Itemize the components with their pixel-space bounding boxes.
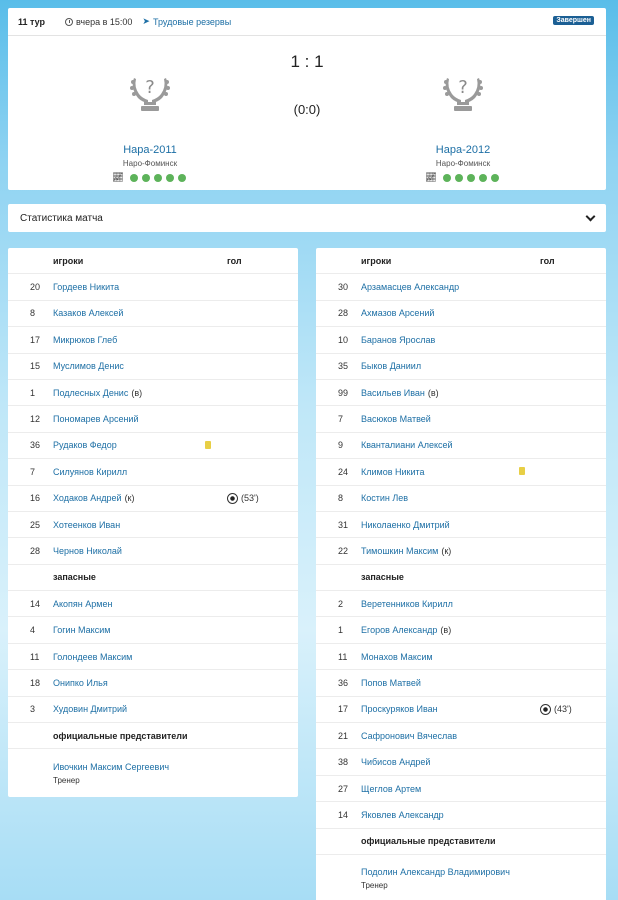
player-row[interactable] — [8, 327, 298, 353]
player-row[interactable] — [316, 697, 606, 723]
away-lineup — [316, 248, 606, 900]
player-name-link[interactable]: Силуянов Кирилл — [53, 466, 128, 477]
player-name-link[interactable]: Николаенко Дмитрий — [361, 519, 450, 530]
player-number: 4 — [30, 625, 36, 636]
player-number: 27 — [338, 783, 349, 794]
player-number: 17 — [338, 704, 349, 715]
yellow-card-icon — [519, 467, 525, 475]
player-name-link[interactable]: Монахов Максим — [361, 651, 433, 662]
players-column-header: игроки — [361, 255, 392, 266]
player-name-link[interactable]: Подлесных Денис — [53, 387, 129, 398]
player-number: 30 — [338, 282, 349, 293]
player-name-link[interactable]: Яковлев Александр — [361, 809, 444, 820]
player-row[interactable] — [8, 406, 298, 432]
lineup-header — [316, 248, 606, 274]
lineup-header — [8, 248, 298, 274]
player-number: 22 — [338, 545, 349, 556]
match-stats-label: Статистика матча — [20, 212, 103, 224]
player-name-link[interactable]: Тимошкин Максим — [361, 545, 439, 556]
player-name-link[interactable]: Ахмазов Арсений — [361, 308, 435, 319]
player-row[interactable] — [8, 274, 298, 300]
player-number: 14 — [30, 598, 41, 609]
player-row[interactable] — [316, 538, 606, 564]
goal-column-header: гол — [227, 255, 242, 266]
player-name-link[interactable]: Микрюков Глеб — [53, 334, 118, 345]
match-stats-toggle[interactable] — [8, 204, 606, 232]
form-dot — [491, 174, 499, 182]
soccer-ball-icon — [227, 493, 238, 504]
player-role: (к) — [124, 493, 135, 504]
player-row[interactable] — [8, 617, 298, 643]
player-row[interactable] — [316, 749, 606, 775]
away-team-name[interactable]: Нара-2012 — [435, 144, 491, 156]
player-row[interactable] — [8, 512, 298, 538]
player-row[interactable] — [316, 723, 606, 749]
player-number: 20 — [30, 282, 41, 293]
goal-event — [227, 493, 259, 504]
player-name-link[interactable]: Худовин Дмитрий — [53, 704, 128, 715]
player-number: 31 — [338, 519, 349, 530]
player-row[interactable] — [316, 459, 606, 485]
player-role: (к) — [441, 545, 452, 556]
home-team-name[interactable]: Нара-2011 — [123, 144, 177, 156]
player-row[interactable] — [8, 644, 298, 670]
player-name-link[interactable]: Васюков Матвей — [361, 414, 431, 425]
player-row[interactable] — [316, 354, 606, 380]
home-team-city: Наро-Фоминск — [122, 159, 178, 168]
player-row[interactable] — [316, 433, 606, 459]
player-number: 8 — [338, 493, 344, 504]
form-dot — [166, 174, 174, 182]
form-dot — [443, 174, 451, 182]
player-row[interactable] — [316, 617, 606, 643]
player-number: 7 — [338, 414, 344, 425]
player-row[interactable] — [316, 301, 606, 327]
player-name-link[interactable]: Сафронович Вячеслав — [361, 730, 458, 741]
match-time-text: вчера в 15:00 — [76, 16, 133, 27]
player-number: 10 — [338, 334, 349, 345]
player-number: 35 — [338, 361, 349, 372]
form-dot — [154, 174, 162, 182]
player-name-link[interactable]: Муслимов Денис — [53, 361, 124, 372]
player-number: 7 — [30, 466, 36, 477]
player-row[interactable] — [8, 301, 298, 327]
player-row[interactable] — [8, 591, 298, 617]
away-team-city: Наро-Фоминск — [435, 159, 491, 168]
player-name-link[interactable]: Гордеев Никита — [53, 282, 120, 293]
svg-text:?: ? — [458, 77, 468, 98]
player-row[interactable] — [8, 538, 298, 564]
player-name-link[interactable]: Васильев Иван — [361, 387, 425, 398]
player-name-link[interactable]: Чернов Николай — [53, 545, 122, 556]
player-row[interactable] — [316, 486, 606, 512]
chevron-down-icon[interactable] — [586, 212, 596, 222]
svg-text:?: ? — [145, 77, 155, 98]
player-name-link[interactable]: Арзамасцев Александр — [361, 282, 460, 293]
official-name-link[interactable]: Подолин Александр Владимирович — [361, 867, 510, 878]
venue-link[interactable] — [142, 16, 231, 27]
player-number: 21 — [338, 730, 349, 741]
player-row[interactable] — [8, 459, 298, 485]
player-number: 36 — [30, 440, 41, 451]
player-row[interactable] — [316, 644, 606, 670]
official-row[interactable] — [8, 749, 298, 797]
official-role: Тренер — [53, 775, 80, 785]
player-row[interactable] — [316, 670, 606, 696]
player-name-link[interactable]: Попов Матвей — [361, 677, 421, 688]
player-name-link[interactable]: Климов Никита — [361, 466, 425, 477]
player-name-link[interactable]: Проскуряков Иван — [361, 704, 438, 715]
official-role: Тренер — [361, 881, 388, 891]
player-row[interactable] — [316, 380, 606, 406]
player-row[interactable] — [8, 354, 298, 380]
yellow-card-icon — [205, 441, 211, 449]
away-team[interactable] — [403, 68, 523, 183]
form-dot — [130, 174, 138, 182]
form-dot — [467, 174, 475, 182]
player-number: 16 — [30, 493, 41, 504]
player-number: 38 — [338, 757, 349, 768]
player-role: (в) — [440, 625, 452, 636]
clock-icon — [65, 18, 73, 26]
player-row[interactable] — [8, 433, 298, 459]
player-name-link[interactable]: Акопян Армен — [53, 598, 113, 609]
goal-minute: (53') — [241, 493, 259, 504]
officials-section-header: официальные представители — [316, 829, 606, 855]
player-row[interactable] — [8, 380, 298, 406]
player-row[interactable] — [316, 406, 606, 432]
final-score: 1 : 1 — [290, 52, 324, 71]
player-number: 1 — [338, 625, 344, 636]
player-row[interactable] — [8, 697, 298, 723]
player-number: 11 — [338, 651, 348, 662]
player-number: 28 — [338, 308, 349, 319]
home-team-form — [90, 172, 210, 183]
player-number: 15 — [30, 361, 41, 372]
player-number: 8 — [30, 308, 36, 319]
player-name-link[interactable]: Онипко Илья — [53, 677, 108, 688]
player-number: 3 — [30, 704, 36, 715]
player-role: (в) — [427, 387, 439, 398]
soccer-ball-icon — [540, 704, 551, 715]
goal-event — [540, 704, 572, 715]
player-number: 36 — [338, 677, 349, 688]
player-number: 24 — [338, 466, 349, 477]
player-name-link[interactable]: Кванталиани Алексей — [361, 440, 453, 451]
player-name-link[interactable]: Ходаков Андрей — [53, 493, 122, 504]
subs-section-header: запасные — [316, 565, 606, 591]
trend-chart-icon[interactable]: 📈︎ — [112, 172, 124, 182]
player-row[interactable] — [8, 486, 298, 512]
player-row[interactable] — [316, 512, 606, 538]
player-row[interactable] — [8, 670, 298, 696]
player-number: 28 — [30, 545, 41, 556]
player-row[interactable] — [316, 591, 606, 617]
player-name-link[interactable]: Гогин Максим — [53, 625, 111, 636]
player-name-link[interactable]: Рудаков Федор — [53, 440, 117, 451]
player-name-link[interactable]: Егоров Александр — [361, 625, 438, 636]
goal-column-header: гол — [540, 255, 555, 266]
player-name-link[interactable]: Голондеев Максим — [53, 651, 133, 662]
player-name-link[interactable]: Щеглов Артем — [361, 783, 422, 794]
player-number: 12 — [30, 414, 41, 425]
player-number: 25 — [30, 519, 41, 530]
form-dot — [455, 174, 463, 182]
player-name-link[interactable]: Казаков Алексей — [53, 308, 124, 319]
player-number: 1 — [30, 387, 36, 398]
match-card — [8, 8, 606, 190]
player-number: 11 — [30, 651, 40, 662]
form-dot — [178, 174, 186, 182]
player-number: 2 — [338, 598, 344, 609]
player-number: 99 — [338, 387, 349, 398]
goal-minute: (43') — [554, 704, 572, 715]
player-number: 9 — [338, 440, 344, 451]
subs-section-header: запасные — [8, 565, 298, 591]
half-time-score: (0:0) — [293, 102, 321, 117]
trophy-placeholder-icon — [128, 68, 172, 114]
player-role: (в) — [131, 387, 143, 398]
player-row[interactable] — [316, 776, 606, 802]
player-row[interactable] — [316, 274, 606, 300]
player-name-link[interactable]: Пономарев Арсений — [53, 414, 139, 425]
home-lineup — [8, 248, 298, 797]
official-row[interactable] — [316, 855, 606, 900]
match-time — [65, 17, 132, 27]
form-dot — [479, 174, 487, 182]
player-number: 18 — [30, 677, 41, 688]
trend-chart-icon[interactable]: 📈︎ — [425, 172, 437, 182]
player-name-link[interactable]: Костин Лев — [361, 493, 409, 504]
match-header — [8, 8, 606, 36]
player-name-link[interactable]: Чибисов Андрей — [361, 757, 431, 768]
players-column-header: игроки — [53, 255, 84, 266]
officials-section-header: официальные представители — [8, 723, 298, 749]
player-number: 14 — [338, 809, 349, 820]
player-number: 17 — [30, 334, 41, 345]
away-team-form — [403, 172, 523, 183]
player-name-link[interactable]: Быков Даниил — [361, 361, 422, 372]
player-name-link[interactable]: Хотеенков Иван — [53, 519, 121, 530]
status-badge: Завершен — [553, 16, 594, 25]
official-name-link[interactable]: Ивочкин Максим Сергеевич — [53, 761, 170, 772]
venue-name[interactable]: Трудовые резервы — [152, 16, 232, 27]
player-name-link[interactable]: Веретенников Кирилл — [361, 598, 453, 609]
trophy-placeholder-icon — [441, 68, 485, 114]
round-label: 11 тур — [18, 16, 46, 27]
player-name-link[interactable]: Баранов Ярослав — [361, 334, 436, 345]
home-team[interactable] — [90, 68, 210, 183]
location-arrow-icon: ➤ — [142, 16, 150, 26]
form-dot — [142, 174, 150, 182]
player-row[interactable] — [316, 327, 606, 353]
player-row[interactable] — [316, 802, 606, 828]
